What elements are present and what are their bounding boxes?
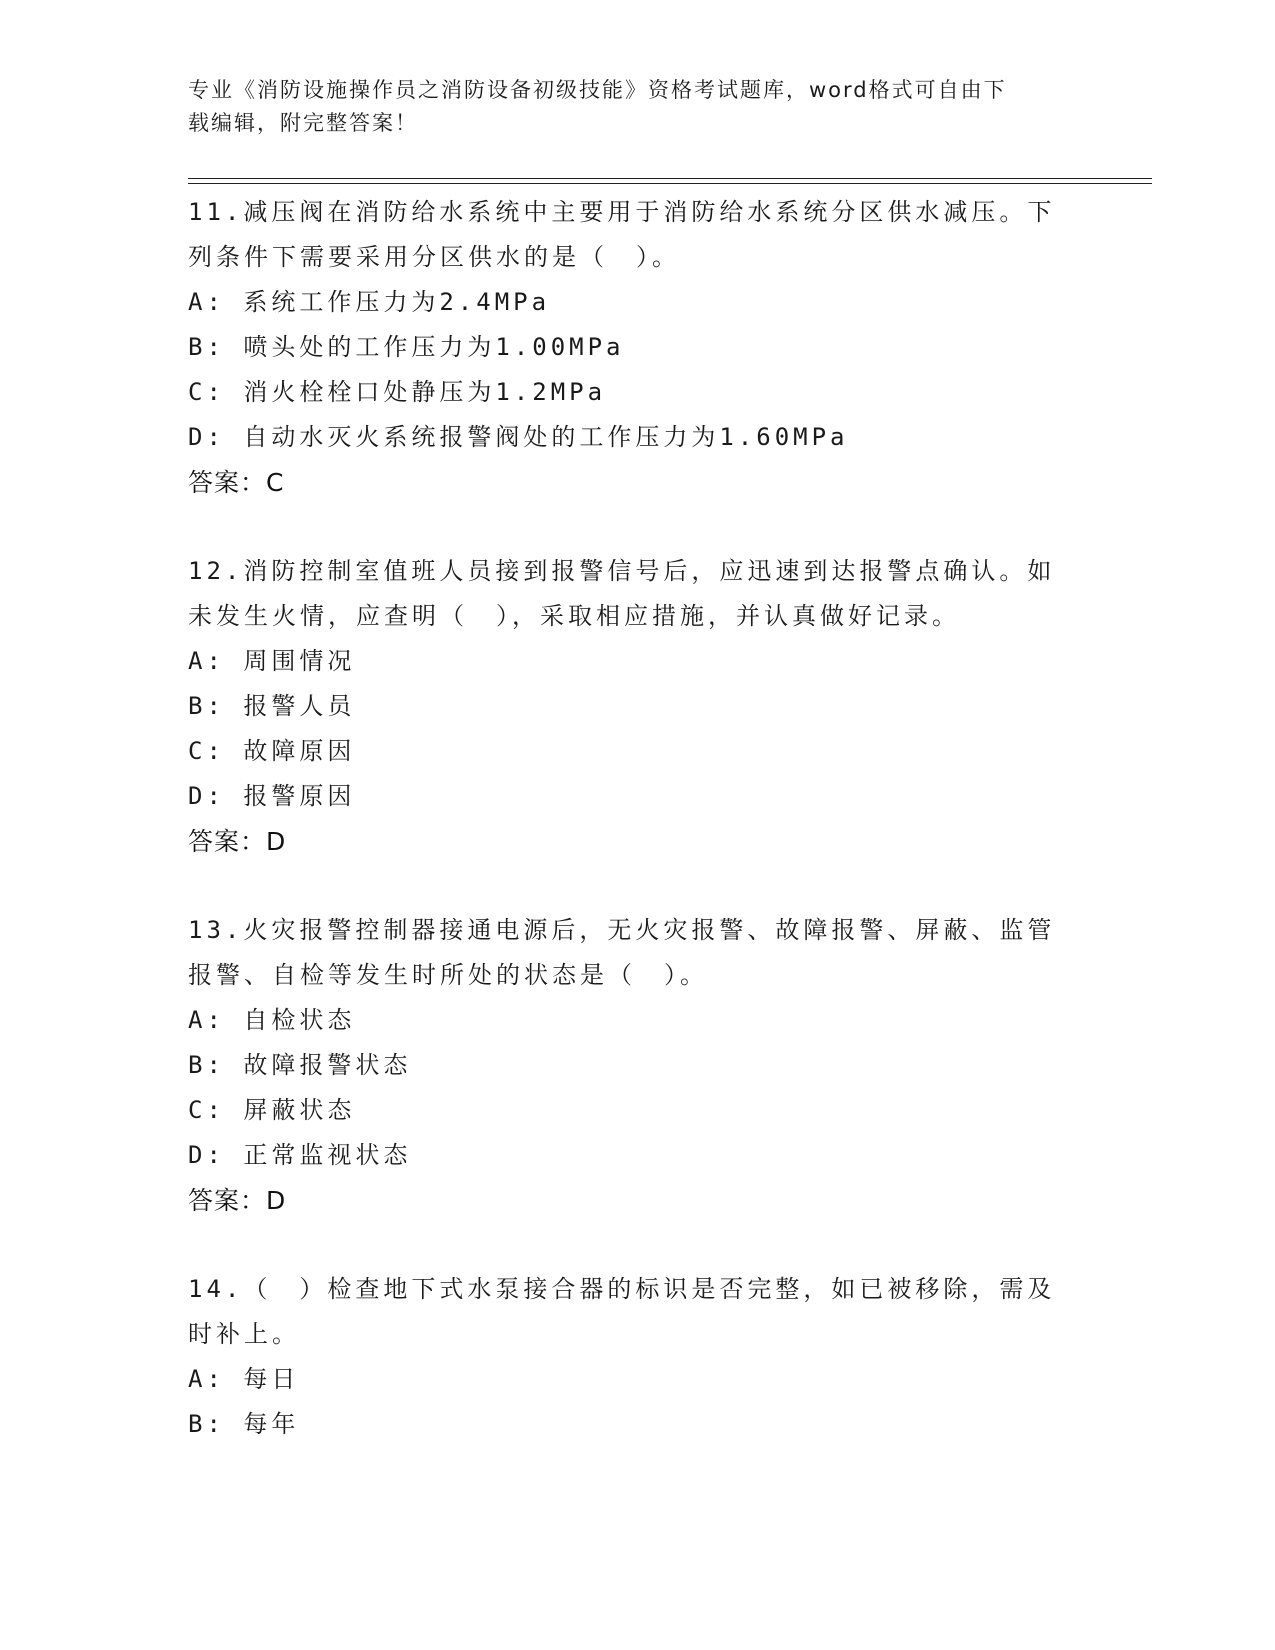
answer-line: 答案：D [188,827,287,856]
question-stem: 12.消防控制室值班人员接到报警信号后，应迅速到达报警点确认。如未发生火情，应查明（ ），采取相应措施，并认真做好记录。 [188,557,1056,630]
question-stem: 11.减压阀在消防给水系统中主要用于消防给水系统分区供水减压。下列条件下需要采用分区供水的是（ ）。 [188,198,1056,271]
question-11 [188,190,1088,505]
header-line-1: 专业《消防设施操作员之消防设备初级技能》资格考试题库，word格式可自由下 [188,78,1007,102]
document-header [188,74,1068,140]
option-b: B: 故障报警状态 [188,1051,412,1079]
question-list [188,190,1088,1447]
option-a: A: 周围情况 [188,647,356,675]
option-a: A: 每日 [188,1365,300,1393]
option-b: B: 喷头处的工作压力为1.00MPa [188,333,625,361]
option-c: C: 故障原因 [188,737,356,765]
header-divider-bottom [188,183,1152,184]
option-d: D: 自动水灭火系统报警阀处的工作压力为1.60MPa [188,423,849,451]
answer-line: 答案：C [188,468,285,497]
option-c: C: 屏蔽状态 [188,1096,356,1124]
question-14 [188,1267,1088,1447]
question-stem: 13.火灾报警控制器接通电源后，无火灾报警、故障报警、屏蔽、监管报警、自检等发生时所处的状态是（ ）。 [188,916,1056,989]
answer-line: 答案：D [188,1186,287,1215]
question-12 [188,549,1088,864]
option-c: C: 消火栓栓口处静压为1.2MPa [188,378,607,406]
option-b: B: 报警人员 [188,692,356,720]
header-divider-top [188,178,1152,179]
question-13 [188,908,1088,1223]
option-d: D: 正常监视状态 [188,1141,412,1169]
option-d: D: 报警原因 [188,782,356,810]
question-stem: 14.（ ）检查地下式水泵接合器的标识是否完整，如已被移除，需及时补上。 [188,1275,1056,1348]
option-a: A: 自检状态 [188,1006,356,1034]
option-a: A: 系统工作压力为2.4MPa [188,288,551,316]
option-b: B: 每年 [188,1410,300,1438]
header-line-2: 载编辑，附完整答案！ [188,111,418,135]
